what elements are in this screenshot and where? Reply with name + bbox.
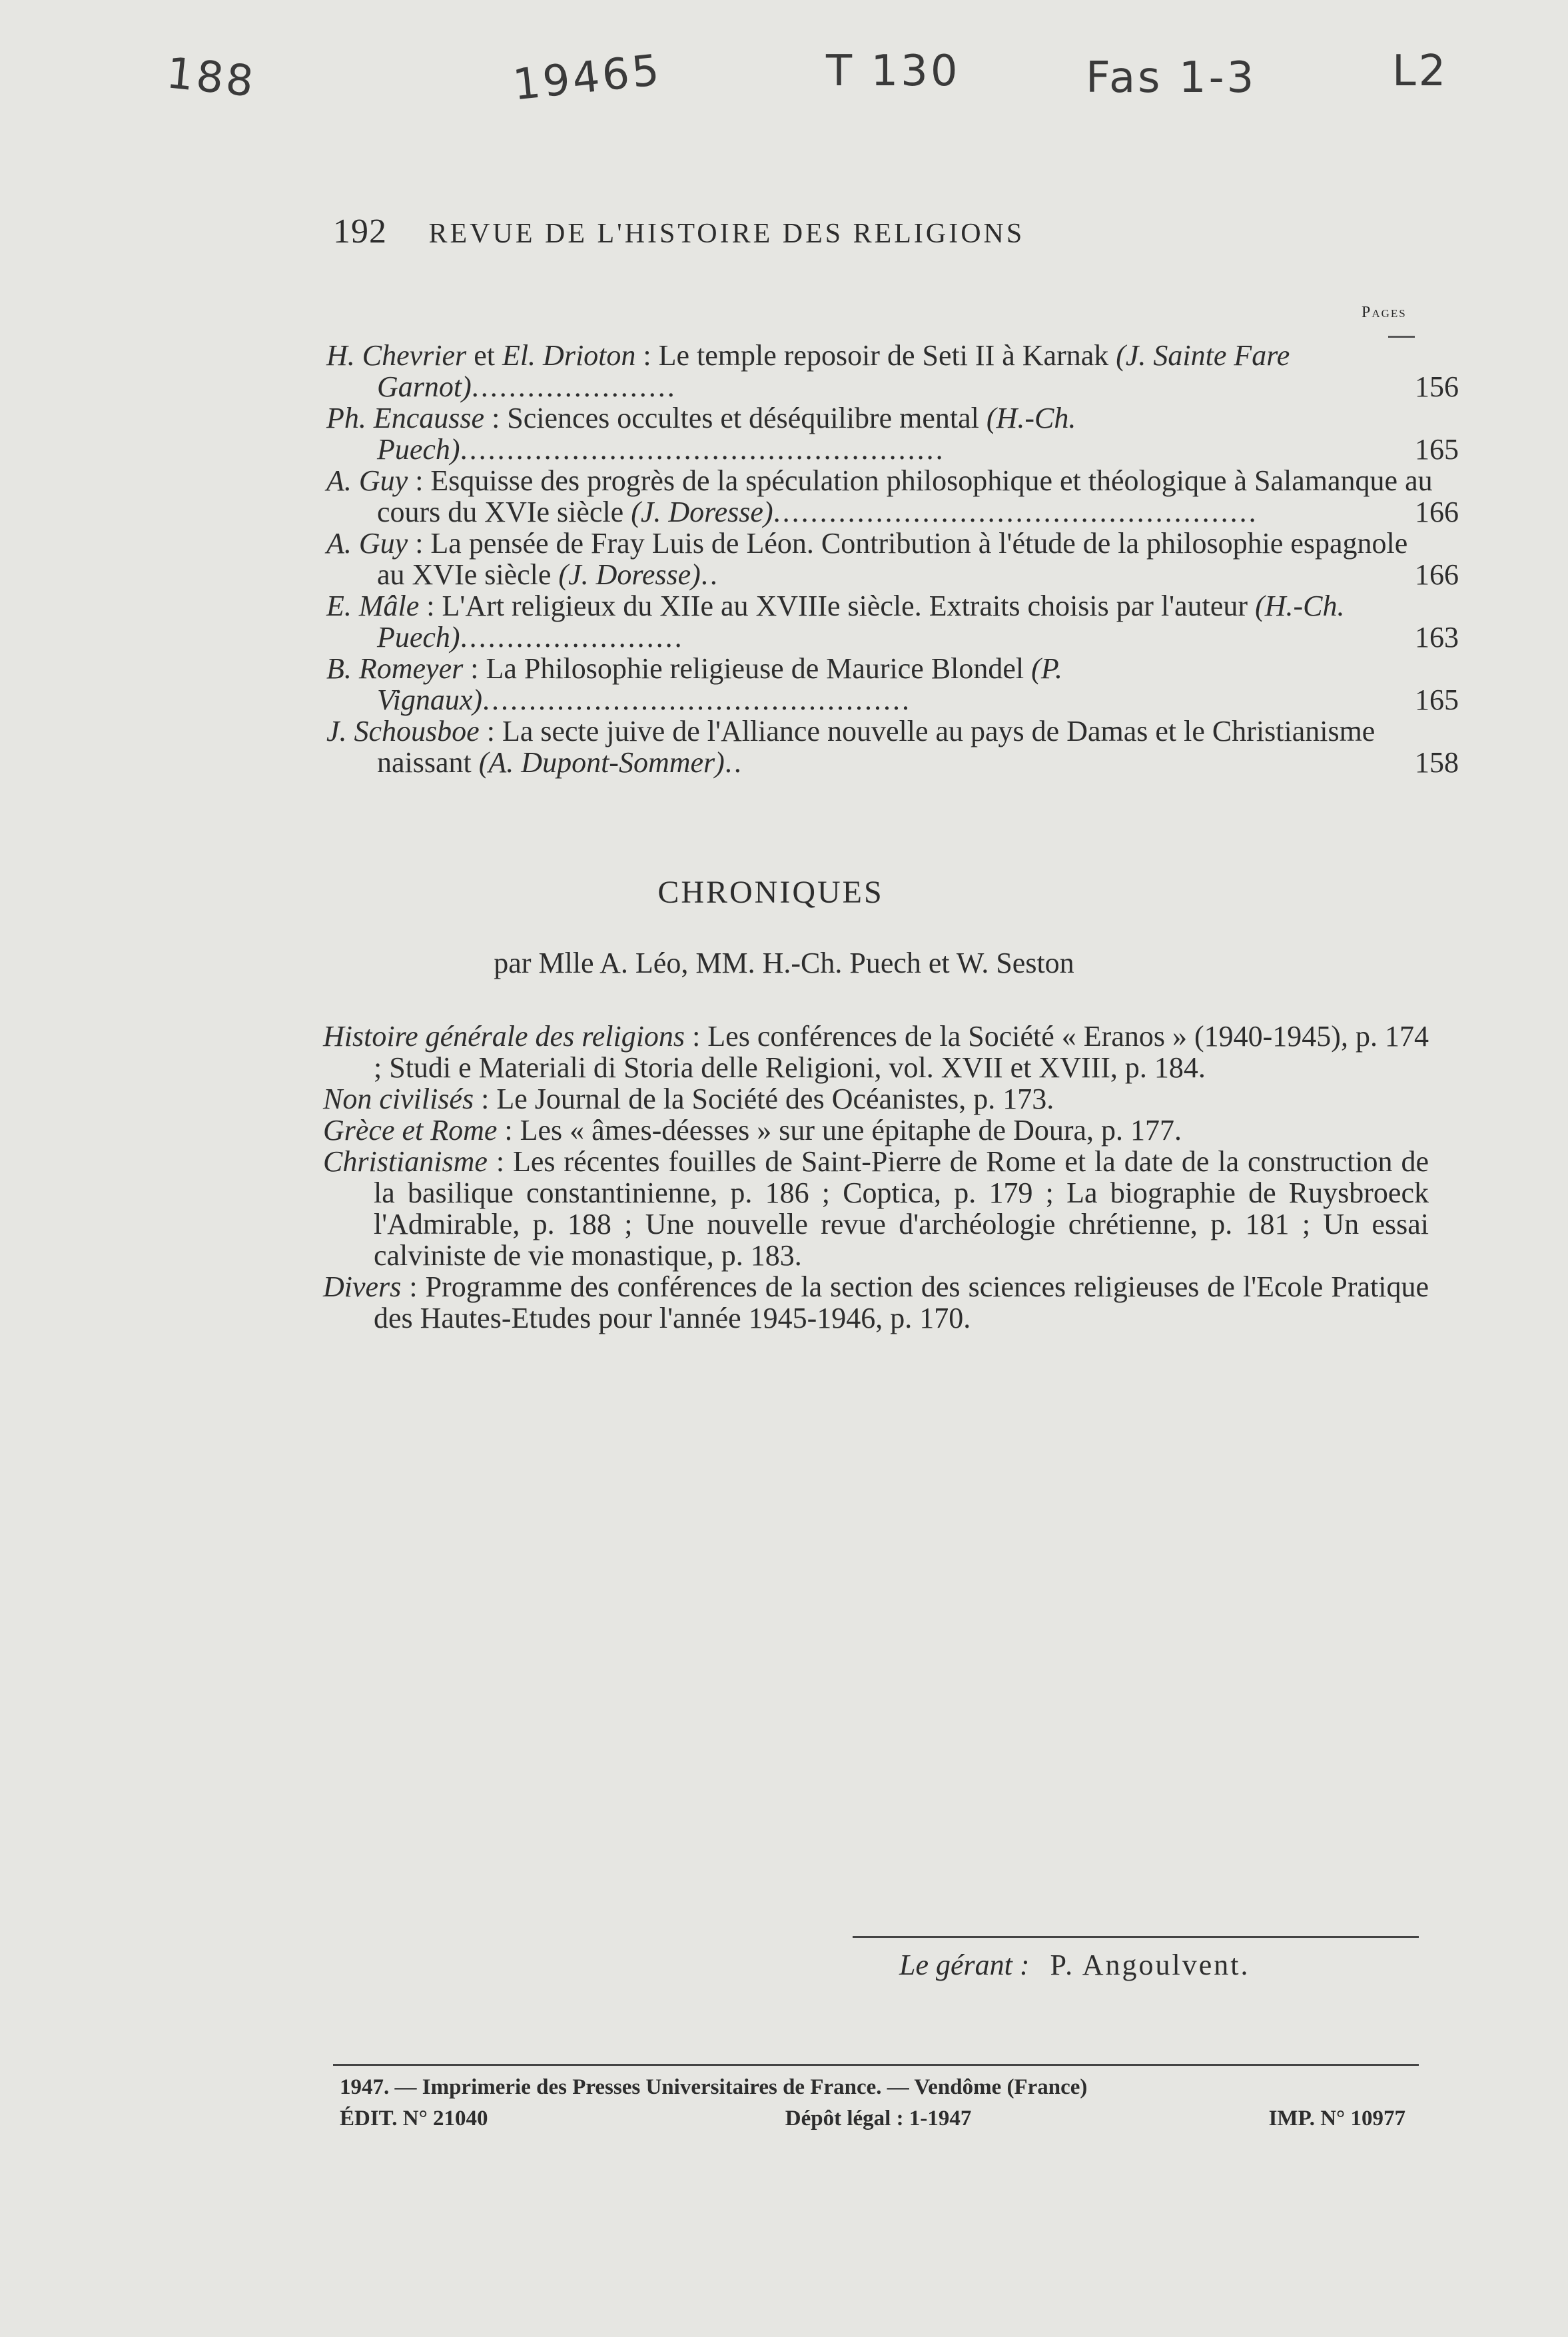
entry-reviewer: (H.-Ch. Puech) [377, 402, 1076, 466]
review-entry: E. Mâle : L'Art religieux du XIIe au XVIIIe siècle. Extraits choisis par l'auteur (H.-Ch. Puech)........................ 163 [326, 590, 1459, 654]
review-entry: B. Romeyer : La Philosophie religieuse de Maurice Blondel (P. Vignaux).............................................. 165 [326, 652, 1459, 716]
entry-author: A. Guy [326, 527, 408, 560]
handwritten-note: Fas 1-3 [1086, 53, 1257, 103]
pages-label-dash [1388, 336, 1415, 338]
chronique-category: Non civilisés [323, 1083, 474, 1115]
handwritten-note: T 130 [826, 47, 961, 96]
entry-author: J. Schousboe [326, 715, 480, 747]
leader-dots: .. [724, 746, 743, 779]
review-list [326, 339, 1459, 779]
signature-rule [853, 1936, 1419, 1938]
chronique-category: Histoire générale des religions [323, 1020, 685, 1053]
chroniques-list [323, 1021, 1429, 1334]
entry-author: Ph. Encausse [326, 402, 485, 434]
entry-reviewer: (P. Vignaux) [377, 652, 1063, 716]
chronique-item [323, 1271, 1429, 1334]
chronique-item [323, 1083, 1429, 1115]
signature-name: P. Angoulvent. [1050, 1949, 1250, 1981]
entry-title: : La Philosophie religieuse de Maurice Blondel [463, 652, 1032, 685]
entry-reviewer: (H.-Ch. Puech) [377, 590, 1345, 654]
chronique-item [323, 1115, 1429, 1146]
chronique-item [323, 1021, 1429, 1083]
entry-reviewer: (A. Dupont-Sommer) [478, 746, 725, 779]
entry-connector: et [466, 339, 502, 372]
pages-column-label: Pages [1362, 304, 1407, 321]
entry-author: B. Romeyer [326, 652, 464, 685]
chronique-category: Divers [323, 1270, 402, 1303]
entry-author: El. Drioton [502, 339, 636, 372]
chronique-text: : Les « âmes-déesses » sur une épitaphe de Doura, p. 177. [497, 1114, 1182, 1147]
imprint-line: 1947. — Imprimerie des Presses Universitaires de France. — Vendôme (France) [340, 2075, 1088, 2099]
footer-rule [333, 2064, 1419, 2066]
handwritten-note: 19465 [510, 45, 664, 111]
entry-title: : Sciences occultes et déséquilibre mental [484, 402, 986, 434]
chronique-text: : Les conférences de la Société « Eranos » (1940-1945), p. 174 ; Studi e Materiali di Storia delle Religioni, vol. XVII et XVIII, p. 184. [374, 1020, 1429, 1084]
running-head [333, 212, 1425, 251]
entry-reviewer: (J. Doresse) [631, 496, 773, 528]
running-title: REVUE DE L'HISTOIRE DES RELIGIONS [428, 219, 1025, 249]
review-entry: J. Schousboe : La secte juive de l'Alliance nouvelle au pays de Damas et le Christianisme naissant (A. Dupont-Sommer).. 158 [326, 715, 1459, 779]
leader-dots: .............................................. [482, 684, 912, 716]
review-entry: A. Guy : Esquisse des progrès de la spéculation philosophique et théologique à Salamanque au cours du XVIe siècle (J. Doresse).................................................... 166 [326, 464, 1459, 528]
leader-dots: .................................................... [460, 433, 945, 466]
leader-dots: .................................................... [773, 496, 1258, 528]
leader-dots: ...................... [471, 370, 677, 403]
page-number: 192 [333, 213, 387, 250]
entry-reviewer: (J. Sainte Fare Garnot) [377, 339, 1290, 403]
handwritten-note: L2 [1392, 47, 1449, 96]
entry-title: : La pensée de Fray Luis de Léon. Contribution à l'étude de la philosophie espagnole au XVIe siècle [377, 527, 1408, 591]
entry-author: A. Guy [326, 464, 408, 497]
entry-reviewer: (J. Doresse) [558, 558, 701, 591]
section-byline [0, 946, 1568, 980]
chronique-text: : Programme des conférences de la section des sciences religieuses de l'Ecole Pratique des Hautes-Etudes pour l'année 1945-1946, p. 170. [374, 1270, 1429, 1334]
review-entry: A. Guy : La pensée de Fray Luis de Léon. Contribution à l'étude de la philosophie espagnole au XVIe siècle (J. Doresse).. 166 [326, 527, 1459, 591]
handwritten-note: 188 [164, 49, 258, 107]
section-title [0, 874, 1568, 911]
imprint-numbers [340, 2106, 1405, 2131]
entry-title: : La secte juive de l'Alliance nouvelle au pays de Damas et le Christianisme naissant [377, 715, 1375, 779]
review-entry: H. Chevrier et El. Drioton : Le temple reposoir de Seti II à Karnak (J. Sainte Fare Garnot)...................... 156 [326, 339, 1459, 403]
chroniques-authors: par Mlle A. Léo, MM. H.-Ch. Puech et W. Seston [494, 947, 1074, 979]
chroniques-heading: CHRONIQUES [657, 875, 884, 910]
edit-number: ÉDIT. N° 21040 [340, 2106, 488, 2130]
entry-title: : Esquisse des progrès de la spéculation philosophique et théologique à Salamanque au cours du XVIe siècle [377, 464, 1433, 528]
leader-dots: .. [700, 558, 719, 591]
entry-title: : Le temple reposoir de Seti II à Karnak [635, 339, 1116, 372]
signature-role: Le gérant : [899, 1949, 1030, 1981]
entry-title: : L'Art religieux du XIIe au XVIIIe siècle. Extraits choisis par l'auteur [419, 590, 1256, 622]
leader-dots: ........................ [460, 621, 684, 654]
imp-number: IMP. N° 10977 [1268, 2106, 1405, 2130]
legal-deposit: Dépôt légal : 1-1947 [785, 2106, 972, 2130]
chronique-category: Grèce et Rome [323, 1114, 498, 1147]
signature [899, 1948, 1250, 1982]
chronique-category: Christianisme [323, 1145, 488, 1178]
review-entry: Ph. Encausse : Sciences occultes et déséquilibre mental (H.-Ch. Puech).................................................... 165 [326, 402, 1459, 466]
chronique-text: : Le Journal de la Société des Océanistes, p. 173. [474, 1083, 1054, 1115]
chronique-item [323, 1146, 1429, 1271]
entry-author: E. Mâle [326, 590, 420, 622]
chronique-text: : Les récentes fouilles de Saint-Pierre de Rome et la date de la construction de la basilique constantinienne, p. 186 ; Coptica, p. 179 ; La biographie de Ruysbroeck l'Admirable, p. 188 ; Une nouvelle revue d'archéologie chrétienne, p. 181 ; Un essai calviniste de vie monastique, p. 183. [374, 1145, 1429, 1272]
entry-author: H. Chevrier [326, 339, 467, 372]
